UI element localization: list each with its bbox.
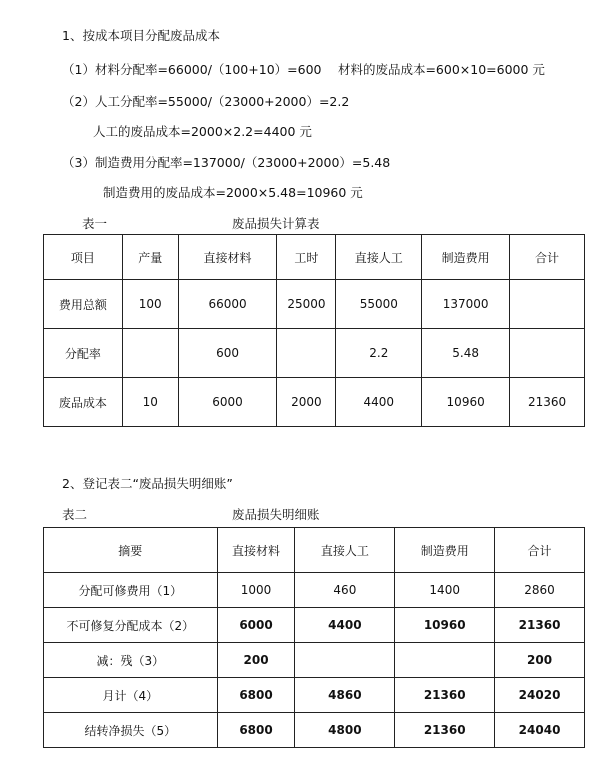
table-row [44, 573, 585, 608]
table-cell: 21360 [510, 378, 585, 427]
table-cell: 分配可修费用（1） [44, 573, 218, 608]
overhead-scrap-cost-line: 制造费用的废品成本=2000×5.48=10960 元 [103, 185, 363, 200]
labor-scrap-cost-line: 人工的废品成本=2000×2.2=4400 元 [93, 124, 312, 139]
header-cell: 直接材料 [178, 235, 277, 280]
table-cell: 200 [495, 643, 585, 678]
table-row [44, 643, 585, 678]
table-cell: 不可修复分配成本（2） [44, 608, 218, 643]
overhead-allocation-line: （3）制造费用分配率=137000/（23000+2000）=5.48 [62, 155, 391, 170]
table2-title: 废品损失明细账 [232, 507, 320, 522]
table-cell: 5.48 [422, 329, 510, 378]
table-cell [122, 329, 178, 378]
table-cell: 6000 [217, 608, 295, 643]
table-cell: 21360 [495, 608, 585, 643]
table-cell: 4400 [336, 378, 422, 427]
header-cell: 项目 [44, 235, 123, 280]
labor-allocation-line: （2）人工分配率=55000/（23000+2000）=2.2 [62, 94, 350, 109]
table-cell: 21360 [395, 713, 495, 748]
table-cell: 24040 [495, 713, 585, 748]
section2-title: 2、登记表二“废品损失明细账” [62, 476, 233, 491]
table-cell: 4860 [295, 678, 395, 713]
table-cell: 200 [217, 643, 295, 678]
table-cell: 2860 [495, 573, 585, 608]
header-cell: 产量 [122, 235, 178, 280]
table-row [44, 678, 585, 713]
table-cell: 55000 [336, 280, 422, 329]
table-cell: 月计（4） [44, 678, 218, 713]
header-cell: 直接人工 [295, 528, 395, 573]
material-allocation-line: （1）材料分配率=66000/（100+10）=600 材料的废品成本=600×10=6000 元 [62, 62, 545, 77]
table-cell: 6000 [178, 378, 277, 427]
table-cell: 4400 [295, 608, 395, 643]
table-cell: 废品成本 [44, 378, 123, 427]
table-cell: 10 [122, 378, 178, 427]
table-cell: 结转净损失（5） [44, 713, 218, 748]
table-cell: 25000 [277, 280, 336, 329]
table-cell: 6800 [217, 678, 295, 713]
table-cell: 6800 [217, 713, 295, 748]
table-cell: 2.2 [336, 329, 422, 378]
table-cell: 费用总额 [44, 280, 123, 329]
table-cell [510, 280, 585, 329]
table-cell: 66000 [178, 280, 277, 329]
header-cell: 合计 [510, 235, 585, 280]
table1-label: 表一 [82, 216, 108, 231]
table-cell: 减：残（3） [44, 643, 218, 678]
header-cell: 直接人工 [336, 235, 422, 280]
table-cell [295, 643, 395, 678]
table-cell: 2000 [277, 378, 336, 427]
header-cell: 合计 [495, 528, 585, 573]
table-cell [277, 329, 336, 378]
scrap-loss-detail-ledger-table [43, 527, 585, 748]
table-cell: 分配率 [44, 329, 123, 378]
table-cell: 24020 [495, 678, 585, 713]
table-cell: 10960 [422, 378, 510, 427]
table-cell: 600 [178, 329, 277, 378]
header-cell: 制造费用 [422, 235, 510, 280]
section1-title: 1、按成本项目分配废品成本 [62, 28, 220, 43]
header-cell: 摘要 [44, 528, 218, 573]
table-cell [395, 643, 495, 678]
table-row [44, 713, 585, 748]
table2-label: 表二 [62, 507, 88, 522]
table-row [44, 378, 585, 427]
table-row [44, 329, 585, 378]
table-cell [510, 329, 585, 378]
table-cell: 21360 [395, 678, 495, 713]
table-cell: 460 [295, 573, 395, 608]
table-cell: 10960 [395, 608, 495, 643]
table-row [44, 608, 585, 643]
table-cell: 1000 [217, 573, 295, 608]
table-cell: 1400 [395, 573, 495, 608]
header-cell: 制造费用 [395, 528, 495, 573]
table-cell: 137000 [422, 280, 510, 329]
table-header-row [44, 235, 585, 280]
table-cell: 100 [122, 280, 178, 329]
table-row [44, 280, 585, 329]
table1-title: 废品损失计算表 [232, 216, 320, 231]
header-cell: 直接材料 [217, 528, 295, 573]
table-cell: 4800 [295, 713, 395, 748]
scrap-loss-calculation-table [43, 234, 585, 427]
table-header-row [44, 528, 585, 573]
header-cell: 工时 [277, 235, 336, 280]
